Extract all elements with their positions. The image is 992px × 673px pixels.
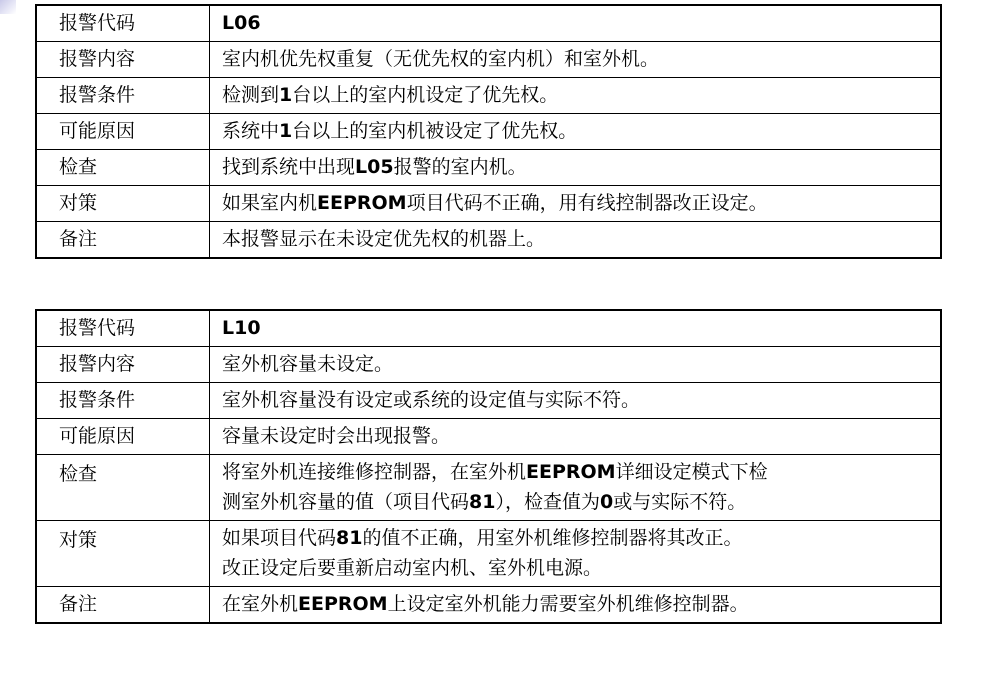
row-label: 备注 <box>36 587 210 624</box>
row-value <box>210 186 942 222</box>
text-segment: 台以上的室内机被设定了优先权。 <box>292 120 578 142</box>
bold-text-segment: EEPROM <box>526 461 616 483</box>
bold-text-segment: 81 <box>336 527 363 549</box>
row-label: 报警代码 <box>36 310 210 347</box>
row-label: 报警代码 <box>36 5 210 42</box>
bold-text-segment: 81 <box>469 491 496 513</box>
row-label: 报警条件 <box>36 383 210 419</box>
row-value <box>210 419 942 455</box>
row-value <box>210 521 942 587</box>
text-segment: 如果室内机 <box>222 192 318 214</box>
table-row <box>36 114 941 150</box>
row-label: 报警条件 <box>36 78 210 114</box>
row-value <box>210 5 942 42</box>
text-segment: 台以上的室内机设定了优先权。 <box>292 84 559 106</box>
bold-text-segment: 0 <box>599 491 614 513</box>
table-row <box>36 78 941 114</box>
row-value <box>210 42 942 78</box>
row-value <box>210 150 942 186</box>
text-segment: 系统中 <box>222 120 280 142</box>
text-segment: 将室外机连接维修控制器，在室外机 <box>222 461 527 483</box>
table-row <box>36 222 941 259</box>
table-row <box>36 521 941 587</box>
bold-text-segment: EEPROM <box>298 593 388 615</box>
table-row <box>36 310 941 347</box>
row-value <box>210 347 942 383</box>
row-label: 对策 <box>36 186 210 222</box>
alarm-table-l06 <box>35 4 942 259</box>
row-label: 备注 <box>36 222 210 259</box>
text-segment: 在室外机 <box>222 593 299 615</box>
text-segment: 改正设定后要重新启动室内机、室外机电源。 <box>222 557 603 579</box>
row-value <box>210 222 942 259</box>
bold-text-segment: 1 <box>279 84 293 106</box>
text-segment: 本报警显示在未设定优先权的机器上。 <box>222 228 546 250</box>
row-value <box>210 310 942 347</box>
cropped-red-text-fragment <box>330 666 690 673</box>
text-segment: 项目代码不正确，用有线控制器改正设定。 <box>406 192 768 214</box>
row-value <box>210 383 942 419</box>
table-row <box>36 587 941 624</box>
text-segment: 室外机容量没有设定或系统的设定值与实际不符。 <box>222 389 641 411</box>
row-value <box>210 455 942 521</box>
text-segment: ），检查值为 <box>495 491 600 513</box>
row-value <box>210 114 942 150</box>
row-value <box>210 78 942 114</box>
text-segment: 或与实际不符。 <box>613 491 747 513</box>
corner-decoration <box>0 0 16 14</box>
row-value <box>210 587 942 624</box>
row-label: 可能原因 <box>36 419 210 455</box>
text-segment: 测室外机容量的值（项目代码 <box>222 491 470 513</box>
bold-text-segment: L05 <box>355 156 394 178</box>
row-label: 报警内容 <box>36 347 210 383</box>
table-row <box>36 150 941 186</box>
text-segment: 容量未设定时会出现报警。 <box>222 425 451 447</box>
text-segment: 如果项目代码 <box>222 527 337 549</box>
bold-text-segment: EEPROM <box>317 192 407 214</box>
text-segment: 检测到 <box>222 84 280 106</box>
bold-text-segment: L06 <box>222 12 261 34</box>
row-label: 检查 <box>36 150 210 186</box>
table-row <box>36 5 941 42</box>
table-row <box>36 455 941 521</box>
text-segment: 报警的室内机。 <box>393 156 527 178</box>
text-segment: 室外机容量未设定。 <box>222 353 394 375</box>
alarm-table-l10 <box>35 309 942 624</box>
text-segment: 详细设定模式下检 <box>615 461 768 483</box>
text-segment: 找到系统中出现 <box>222 156 356 178</box>
table-row <box>36 42 941 78</box>
bold-text-segment: L10 <box>222 317 261 339</box>
row-label: 检查 <box>36 455 210 521</box>
table-row <box>36 383 941 419</box>
table-row <box>36 186 941 222</box>
table-row <box>36 347 941 383</box>
bold-text-segment: 1 <box>279 120 293 142</box>
row-label: 可能原因 <box>36 114 210 150</box>
text-segment: 室内机优先权重复（无优先权的室内机）和室外机。 <box>222 48 660 70</box>
row-label: 对策 <box>36 521 210 587</box>
row-label: 报警内容 <box>36 42 210 78</box>
text-segment: 上设定室外机能力需要室外机维修控制器。 <box>387 593 749 615</box>
table-row <box>36 419 941 455</box>
text-segment: 的值不正确，用室外机维修控制器将其改正。 <box>362 527 743 549</box>
